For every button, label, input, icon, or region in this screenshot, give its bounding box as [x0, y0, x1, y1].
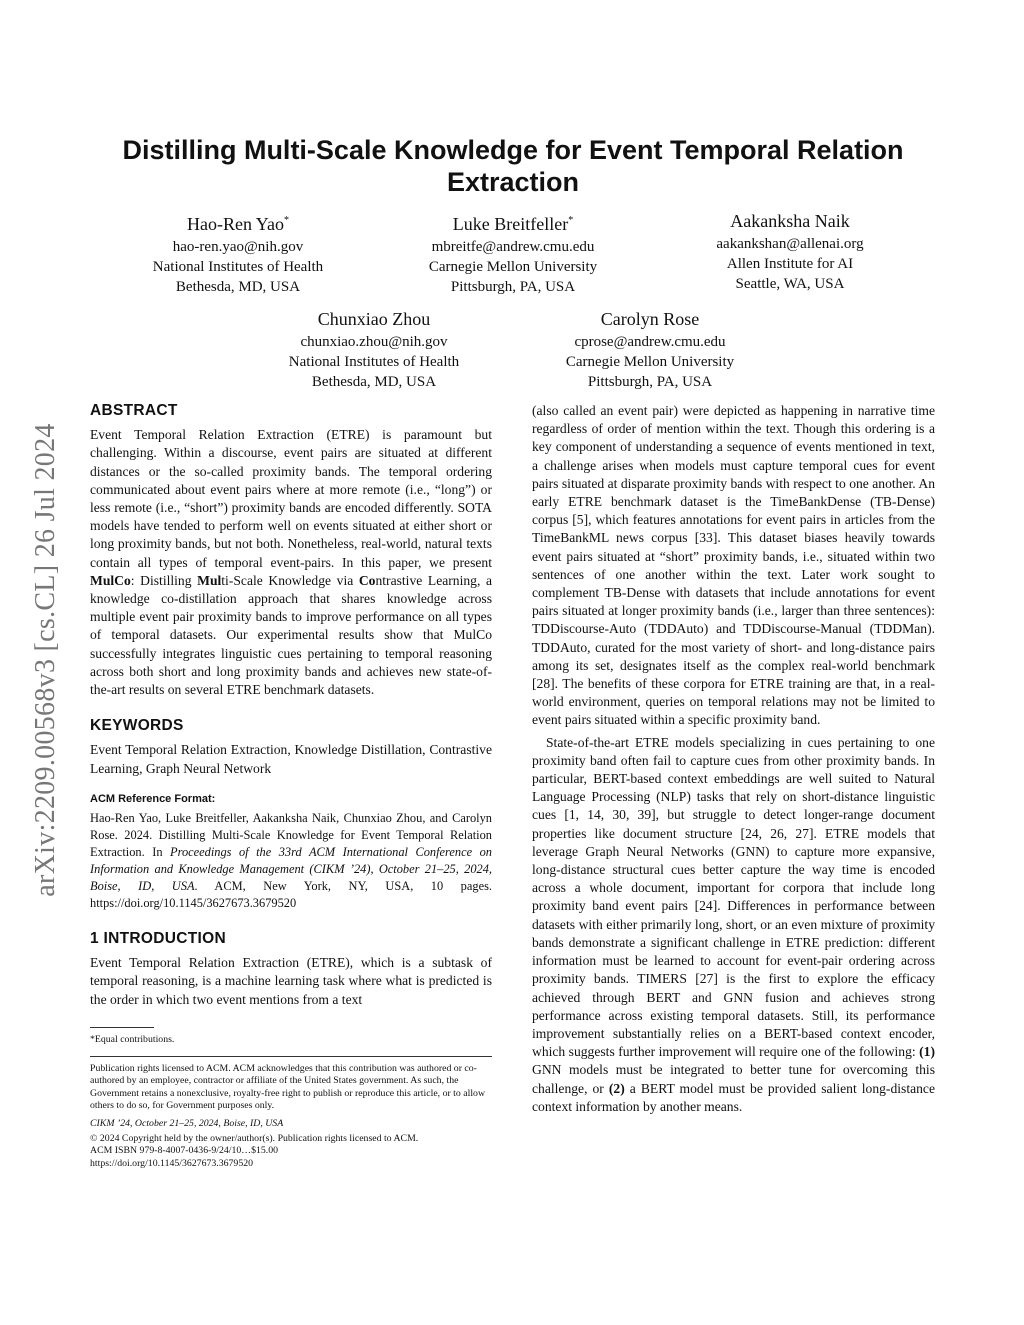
- introduction-heading: 1 INTRODUCTION: [90, 930, 226, 948]
- author-name: Carolyn Rose: [600, 309, 700, 329]
- author-email: chunxiao.zhou@nih.gov: [300, 334, 448, 350]
- author-affiliation: National Institutes of Health: [288, 354, 460, 370]
- author-location: Bethesda, MD, USA: [311, 374, 437, 390]
- author-block-4: [266, 308, 482, 392]
- left-column: [90, 402, 492, 1009]
- author-affiliation: Carnegie Mellon University: [428, 259, 598, 275]
- equal-contribution-mark: *: [284, 215, 289, 226]
- footnote-area: [90, 1027, 492, 1170]
- author-location: Pittsburgh, PA, USA: [450, 279, 576, 295]
- author-email: hao-ren.yao@nih.gov: [172, 239, 304, 255]
- acm-reference-heading: ACM Reference Format:: [90, 792, 216, 805]
- author-block-2: [400, 210, 626, 297]
- author-email: aakankshan@allenai.org: [716, 236, 864, 252]
- keywords-heading: KEYWORDS: [90, 717, 184, 735]
- author-block-5: [540, 308, 760, 392]
- introduction-paragraph-2: State-of-the-art ETRE models specializing in cues pertaining to one proximity band often fail to capture cues from other proximity bands. In particular, BERT-based context embeddings are well suited to Natural Language Processing (NLP) tasks that rely on short-distance linguistic cues [1, 14, 30, 39], but struggle to detect longer-range document properties like document structure [24, 26, 27]. ETRE models that leverage Graph Neural Networks (GNN) to capture more expansive, long-distance structural cues better capture the way time is encoded across a whole document, important for corpora that include long proximity band event pairs [24]. Differences in performance between datasets with either primarily long, short, or an even mixture of proximity bands demonstrate a significant challenge in ETRE prediction: different information must be learned to account for event-pair ordering across proximity bands. TIMERS [27] is the first to explore the efficacy achieved through BERT and GNN fusion and achieves strong performance across existing temporal datasets. Still, its performance improvement substantially relies on a BERT-based context encoder, which suggests further improvement will require one of the following: (1) GNN models must be integrated to better tune for overcoming this challenge, or (2) a BERT model must be provided salient long-distance context information by another means.: [532, 734, 935, 1114]
- equal-contribution-mark: *: [568, 215, 574, 226]
- arxiv-sidebar: [28, 370, 64, 950]
- author-affiliation: National Institutes of Health: [152, 259, 324, 275]
- author-location: Bethesda, MD, USA: [175, 279, 301, 295]
- introduction-text: Event Temporal Relation Extraction (ETRE), which is a subtask of temporal reasoning, is a machine learning task where what is predicted is the order in which two event mentions from a text: [90, 955, 492, 1007]
- doi-line: https://doi.org/10.1145/3627673.3679520: [90, 1157, 254, 1169]
- paper-title: Distilling Multi-Scale Knowledge for Event Temporal Relation Extraction: [122, 135, 904, 197]
- license-statement: Publication rights licensed to ACM. ACM acknowledges that this contribution was authored or co-authored by an employee, contractor or affiliate of the United States government. As such, the Government retains a nonexclusive, royalty-free right to publish or reproduce this article, or to allow others to do so, for Government purposes only.: [90, 1063, 486, 1111]
- abstract-text: Event Temporal Relation Extraction (ETRE) is paramount but challenging. Within a discourse, event pairs are situated at different distances or the so-called proximity bands. The temporal ordering communicated about event pairs where at more remote (i.e., “long”) or less remote (i.e., “short”) proximity bands are encoded differently. SOTA models have tended to perform well on events situated at either short or long proximity bands, but not both. Nonetheless, real-world, natural texts contain all types of temporal event-pairs. In this paper, we present MulCo: Distilling Multi-Scale Knowledge via Contrastive Learning, a knowledge co-distillation approach that shares knowledge across multiple event pair proximity bands to improve performance on all types of temporal datasets. Our experimental results show that MulCo successfully integrates linguistic cues pertaining to temporal reasoning across both short and long proximity bands and achieves new state-of-the-art results on several ETRE benchmark datasets.: [90, 427, 492, 698]
- arxiv-identifier: arXiv:2209.00568v3 [cs.CL] 26 Jul 2024: [30, 423, 61, 897]
- acm-reference-text: Hao-Ren Yao, Luke Breitfeller, Aakanksha Naik, Chunxiao Zhou, and Carolyn Rose. 2024. Distilling Multi-Scale Knowledge for Event Temporal Relation Extraction. In Proceedings of the 33rd ACM International Conference on Information and Knowledge Management (CIKM ’24), October 21–25, 2024, Boise, ID, USA. ACM, New York, NY, USA, 10 pages. https://doi.org/10.1145/3627673.3679520: [90, 811, 492, 911]
- author-name: Aakanksha Naik: [730, 211, 850, 231]
- author-block-3: [680, 210, 900, 294]
- author-location: Pittsburgh, PA, USA: [587, 374, 713, 390]
- equal-contribution-footnote: *Equal contributions.: [90, 1034, 175, 1045]
- author-block-1: [130, 210, 346, 297]
- author-affiliation: Allen Institute for AI: [726, 256, 854, 272]
- footnote-rule: [90, 1027, 154, 1028]
- author-email: cprose@andrew.cmu.edu: [574, 334, 726, 350]
- license-rule: [90, 1056, 492, 1057]
- abstract-heading: ABSTRACT: [90, 402, 178, 419]
- isbn-line: ACM ISBN 979-8-4007-0436-9/24/10…$15.00: [90, 1145, 279, 1157]
- author-name: Luke Breitfeller: [452, 214, 569, 234]
- author-location: Seattle, WA, USA: [735, 276, 845, 292]
- author-name: Chunxiao Zhou: [317, 309, 431, 329]
- introduction-continued-paragraph: (also called an event pair) were depicted as happening in narrative time regardless of order of mention within the text. Though this ordering is a key component of understanding a sequence of events mentioned in text, a challenge arises when models must capture temporal cues for event pairs situated at disparate proximity bands with respect to one another. An early ETRE benchmark dataset is the TimeBankDense (TB-Dense) corpus [5], which features annotations for event pairs in articles from the TimeBankML news corpus [33]. This dataset biases heavily towards event pairs situated at “short” proximity bands, i.e., situated within two sentences of one another within the text. Later work sought to complement TB-Dense with datasets that include annotations for event pairs situated at longer proximity bands (i.e., larger than three sentences): TDDiscourse-Auto (TDDAuto) and TDDiscourse-Manual (TDDMan). TDDAuto, curated for the most variety of short- and long-distance pairs among its set, designates itself as the complex real-world benchmark [28]. The benefits of these corpora for ETRE training are that, in a real-world environment, queries on temporal relations may not be limited to event pairs situated within a specific proximity band.: [532, 403, 935, 728]
- author-affiliation: Carnegie Mellon University: [565, 354, 735, 370]
- author-email: mbreitfe@andrew.cmu.edu: [431, 239, 595, 255]
- keywords-text: Event Temporal Relation Extraction, Knowledge Distillation, Contrastive Learning, Graph Neural Network: [90, 742, 492, 776]
- copyright-line: © 2024 Copyright held by the owner/author(s). Publication rights licensed to ACM.: [90, 1133, 419, 1145]
- author-name: Hao-Ren Yao: [187, 214, 284, 234]
- right-column: [532, 402, 935, 1116]
- conference-info: CIKM ’24, October 21–25, 2024, Boise, ID, USA: [90, 1118, 284, 1130]
